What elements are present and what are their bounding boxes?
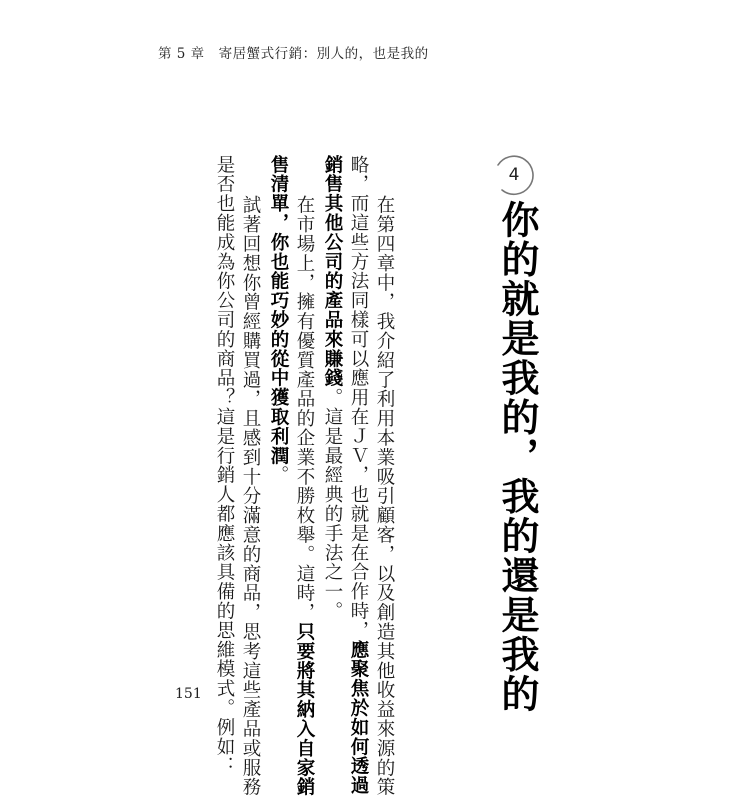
page-number: 151 bbox=[175, 686, 202, 702]
body-column-3-emphasis: 銷售其他公司的產品來賺錢 bbox=[322, 155, 343, 388]
body-column-2-emphasis: 應聚焦於如何透過 bbox=[348, 640, 369, 796]
body-column-4 bbox=[293, 176, 315, 797]
body-column-7: 是否也能成為你公司的商品？這是行銷人都應該具備的思維模式。例如： bbox=[214, 155, 235, 776]
section-number-badge bbox=[492, 153, 536, 197]
body-column-2 bbox=[347, 155, 369, 795]
section-title-line-2: 我的還是我的 bbox=[495, 476, 539, 714]
body-column-1: 在第四章中，我介紹了利用本業吸引顧客，以及創造其他收益來源的策 bbox=[374, 176, 395, 797]
section-number: 4 bbox=[508, 165, 520, 185]
body-column-5 bbox=[267, 155, 289, 485]
body-column-5-emphasis: 售清單，你也能巧妙的從中獲取利潤 bbox=[268, 155, 289, 466]
section-title-line-1: 你的就是我的，我的還是我的 bbox=[495, 200, 539, 714]
body-column-4-emphasis: 只要將其納入自家銷 bbox=[294, 622, 315, 797]
chapter-header: 第 5 章 寄居蟹式行銷：別人的，也是我的 bbox=[158, 46, 429, 62]
body-column-6: 試著回想你曾經購買過，且感到十分滿意的商品，思考這些產品或服務 bbox=[240, 176, 261, 797]
body-column-2-text: 略，而這些方法同樣可以應用在ＪＶ，也就是在合作時， bbox=[348, 155, 369, 640]
body-column-3-text: 。這是最經典的手法之一。 bbox=[322, 387, 343, 621]
body-column-3 bbox=[321, 155, 343, 621]
body-column-5-text: 。 bbox=[268, 465, 289, 485]
body-column-4-text: 在市場上，擁有優質產品的企業不勝枚舉。這時， bbox=[294, 176, 315, 623]
